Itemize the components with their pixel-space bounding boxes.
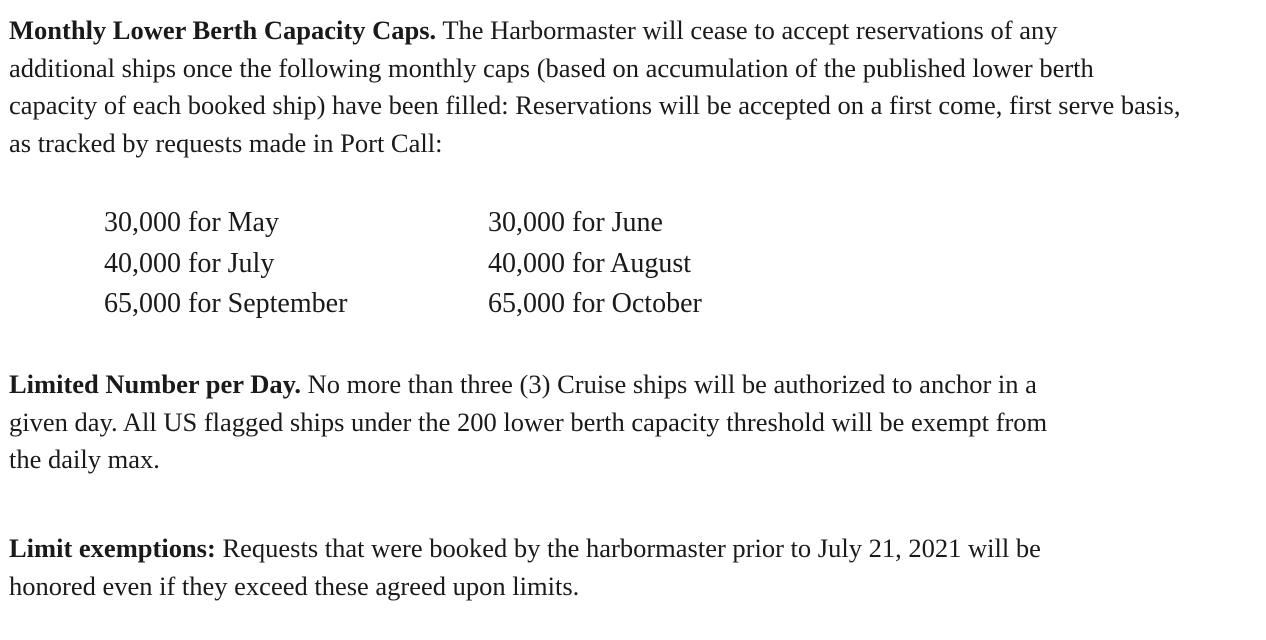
cap-entry: 40,000 for August <box>488 247 691 279</box>
cap-entry: 30,000 for May <box>104 207 279 238</box>
limited-per-day-heading: Limited Number per Day. <box>9 369 301 399</box>
paragraph-line: capacity of each booked ship) have been filled: Reservations will be accepted on a first come, first serve basis, <box>9 90 1181 120</box>
caps-row <box>104 284 702 325</box>
paragraph-line <box>9 12 1180 50</box>
paragraph-text: No more than three (3) Cruise ships will be authorized to anchor in a <box>301 369 1037 399</box>
paragraph-text: The Harbormaster will cease to accept reservations of any <box>436 15 1058 45</box>
limit-exemptions-paragraph <box>9 530 1041 605</box>
paragraph-line: the daily max. <box>9 444 160 474</box>
cap-entry: 30,000 for June <box>488 207 663 238</box>
paragraph-line <box>9 530 1041 568</box>
cap-entry: 65,000 for October <box>488 288 702 319</box>
paragraph-line: additional ships once the following monthly caps (based on accumulation of the published lower berth <box>9 52 1094 83</box>
paragraph-line: as tracked by requests made in Port Call: <box>9 127 443 158</box>
limited-per-day-paragraph <box>9 366 1047 479</box>
cap-entry: 65,000 for September <box>104 288 348 319</box>
caps-row <box>104 244 702 285</box>
monthly-caps-paragraph <box>9 12 1180 162</box>
caps-row <box>104 203 702 244</box>
paragraph-line <box>9 366 1047 404</box>
paragraph-text: Requests that were booked by the harbormaster prior to July 21, 2021 will be <box>215 533 1041 563</box>
paragraph-line: given day. All US flagged ships under the 200 lower berth capacity threshold will be exempt from <box>9 406 1048 437</box>
monthly-caps-list <box>104 203 702 325</box>
cap-entry: 40,000 for July <box>104 247 275 279</box>
limit-exemptions-heading: Limit exemptions: <box>9 533 216 563</box>
paragraph-line: honored even if they exceed these agreed upon limits. <box>9 570 580 601</box>
monthly-caps-heading: Monthly Lower Berth Capacity Caps. <box>9 15 437 45</box>
